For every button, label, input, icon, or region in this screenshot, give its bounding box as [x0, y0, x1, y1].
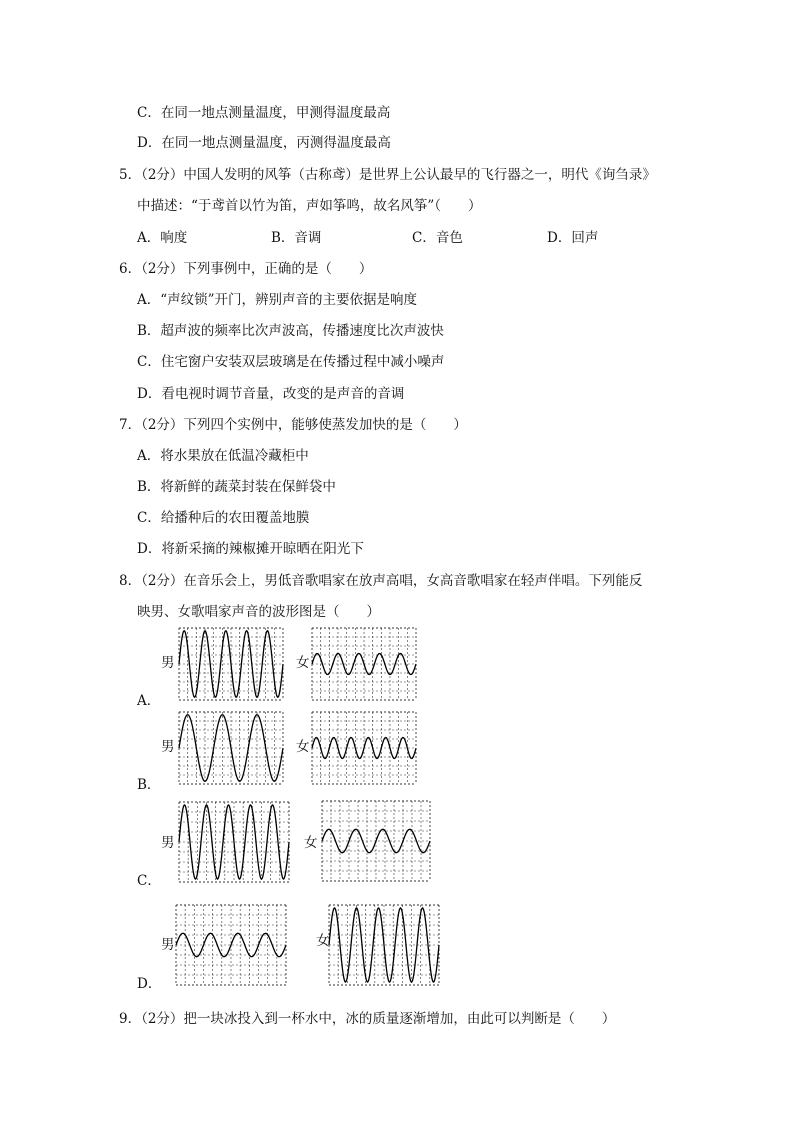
q6-stem: 6．（2分）下列事例中，正确的是（ ）	[119, 261, 373, 277]
q9-stem: 9．（2分）把一块冰投入到一杯水中，冰的质量逐渐增加，由此可以判断是（ ）	[119, 1011, 616, 1027]
q7-option-a: A．将水果放在低温冷藏柜中	[137, 448, 309, 464]
q5-option-c: C．音色	[412, 230, 463, 246]
q6-option-d: D．看电视时调节音量，改变的是声音的音调	[137, 386, 405, 402]
q8-d-male-waveform	[176, 905, 286, 985]
q5-option-b: B．音调	[271, 230, 322, 246]
q7-option-d: D．将新采摘的辣椒摊开晾晒在阳光下	[137, 541, 364, 557]
q5-option-a: A．响度	[137, 230, 188, 246]
q5-options	[137, 229, 657, 247]
q8-stem-line2: 映男、女歌唱家声音的波形图是（ ）	[137, 604, 380, 620]
q5-option-d: D．回声	[547, 230, 599, 246]
q4-option-d: D．在同一地点测量温度，丙测得温度最高	[137, 135, 391, 151]
q4-option-c: C．在同一地点测量温度，甲测得温度最高	[137, 105, 391, 121]
q8-a-male-waveform	[179, 628, 283, 700]
q5-stem-line1: 5．（2分）中国人发明的风筝（古称鸢）是世界上公认最早的飞行器之一，明代《询刍录》	[119, 167, 656, 183]
q8-c-male-waveform	[179, 802, 289, 882]
q7-stem: 7．（2分）下列四个实例中，能够使蒸发加快的是（ ）	[119, 417, 467, 433]
q8-b-male-waveform	[179, 712, 283, 784]
q7-option-c: C．给播种后的农田覆盖地膜	[137, 510, 310, 526]
q8-option-d-label: D．	[137, 976, 162, 992]
q8-c-male-label: 男	[161, 835, 175, 851]
q8-b-female-label: 女	[296, 739, 310, 755]
q8-option-a-label: A．	[137, 693, 161, 709]
q7-option-b: B．将新鲜的蔬菜封装在保鲜袋中	[137, 479, 336, 495]
q8-option-b-label: B．	[137, 777, 161, 793]
q8-a-female-label: 女	[296, 655, 310, 671]
q8-d-male-label: 男	[161, 937, 175, 953]
q8-d-female-waveform	[329, 905, 439, 985]
q6-option-c: C．住宅窗户安装双层玻璃是在传播过程中减小噪声	[137, 354, 445, 370]
q6-option-b: B．超声波的频率比次声波高，传播速度比次声波快	[137, 323, 444, 339]
q8-c-female-label: 女	[304, 835, 318, 851]
q6-option-a: A．“声纹锁”开门，辨别声音的主要依据是响度	[137, 292, 418, 308]
q8-d-female-label: 女	[316, 933, 330, 949]
q5-stem-line2: 中描述：“于鸢首以竹为笛，声如筝鸣，故名风筝”（ ）	[137, 198, 482, 214]
q8-c-female-waveform	[322, 801, 430, 881]
q8-option-c-label: C．	[137, 873, 161, 889]
q8-b-female-waveform	[312, 712, 416, 784]
q8-b-male-label: 男	[161, 739, 175, 755]
q8-stem-line1: 8．（2分）在音乐会上，男低音歌唱家在放声高唱，女高音歌唱家在轻声伴唱。下列能反	[119, 573, 643, 589]
q8-a-male-label: 男	[161, 655, 175, 671]
q8-a-female-waveform	[312, 628, 416, 700]
